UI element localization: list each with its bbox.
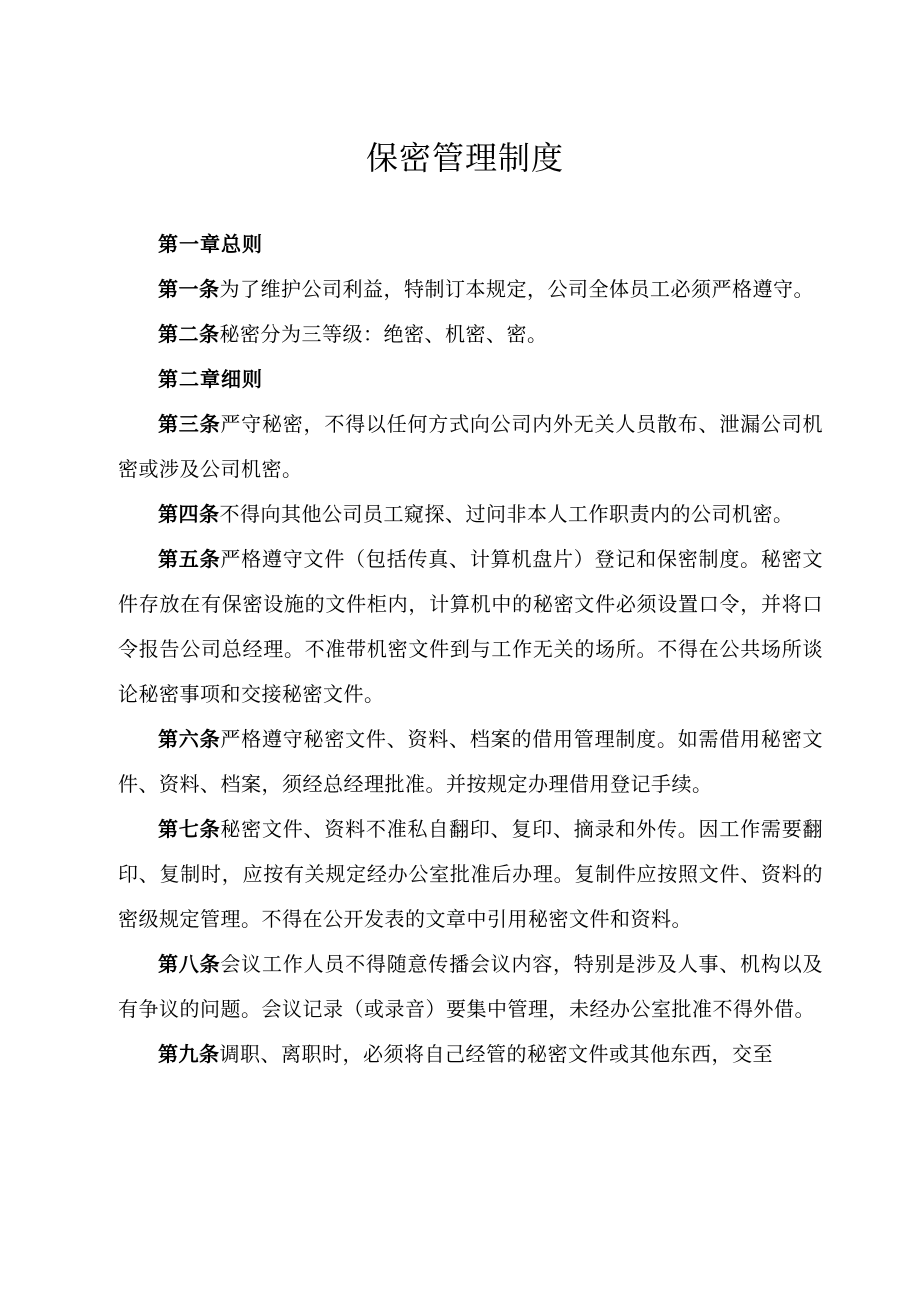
article-2-text: 秘密分为三等级：绝密、机密、密。 <box>219 322 548 346</box>
article-6-text: 严格遵守秘密文件、资料、档案的借用管理制度。如需借用秘密文件、资料、档案，须经总经理批准。并按规定办理借用登记手续。 <box>118 727 824 796</box>
article-1-text: 为了维护公司利益，特制订本规定，公司全体员工必须严格遵守。 <box>219 277 814 301</box>
article-8-text: 会议工作人员不得随意传播会议内容，特别是涉及人事、机构以及有争议的问题。会议记录（或录音）要集中管理，未经办公室批准不得外借。 <box>118 952 824 1021</box>
document-title: 保密管理制度 <box>365 139 564 177</box>
article-1 <box>118 267 823 312</box>
article-5-text: 严格遵守文件（包括传真、计算机盘片）登记和保密制度。秘密文件存放在有保密设施的文件柜内，计算机中的秘密文件必须设置口令，并将口令报告公司总经理。不准带机密文件到与工作无关的场所。不得在公共场所谈论秘密事项和交接秘密文件。 <box>118 547 824 706</box>
article-5 <box>118 537 823 717</box>
article-6 <box>118 717 823 807</box>
article-3-lead: 第三条 <box>158 412 221 436</box>
article-7 <box>118 807 823 942</box>
article-5-lead: 第五条 <box>158 547 221 571</box>
article-4-text: 不得向其他公司员工窥探、过问非本人工作职责内的公司机密。 <box>219 502 794 526</box>
article-2-lead: 第二条 <box>158 322 220 346</box>
article-9-text: 调职、离职时，必须将自己经管的秘密文件或其他东西，交至 <box>219 1042 773 1066</box>
article-3-text: 严守秘密，不得以任何方式向公司内外无关人员散布、泄漏公司机密或涉及公司机密。 <box>118 412 824 481</box>
article-8 <box>118 942 823 1032</box>
article-9 <box>118 1032 823 1077</box>
article-7-lead: 第七条 <box>158 817 221 841</box>
article-6-lead: 第六条 <box>158 727 221 751</box>
article-4-lead: 第四条 <box>158 502 220 526</box>
article-7-text: 秘密文件、资料不准私自翻印、复印、摘录和外传。因工作需要翻印、复制时，应按有关规定经办公室批准后办理。复制件应按照文件、资料的密级规定管理。不得在公开发表的文章中引用秘密文件和资料。 <box>118 817 824 931</box>
chapter-heading-1: 第一章总则 <box>158 232 263 256</box>
article-3 <box>118 402 823 492</box>
document-body <box>118 222 823 1077</box>
article-1-lead: 第一条 <box>158 277 220 301</box>
article-8-lead: 第八条 <box>158 952 221 976</box>
article-4 <box>118 492 823 537</box>
chapter-heading-2: 第二章细则 <box>158 367 263 391</box>
article-9-lead: 第九条 <box>158 1042 220 1066</box>
article-2 <box>118 312 823 357</box>
